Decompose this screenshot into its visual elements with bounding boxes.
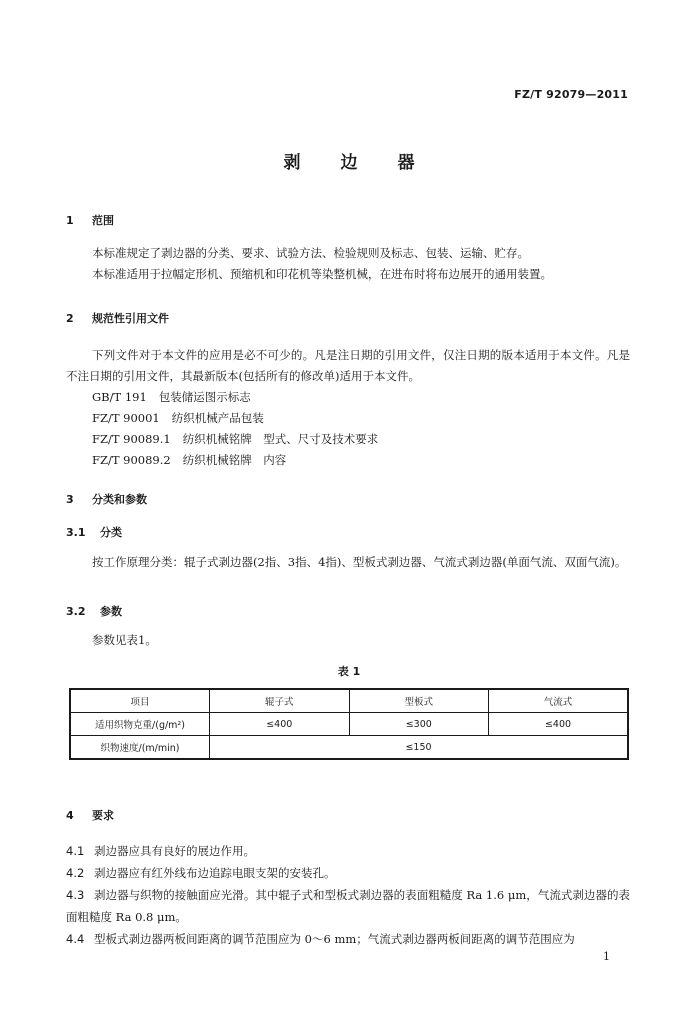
section-number: 2	[66, 312, 74, 325]
section-title: 规范性引用文件	[92, 312, 169, 325]
section-title: 分类和参数	[92, 493, 147, 506]
section-number: 3.1	[66, 526, 86, 539]
parameter-table	[69, 688, 629, 760]
requirement-text: 剥边器与织物的接触面应光滑。其中辊子式和型板式剥边器的表面粗糙度 Ra 1.6 μm，气流式剥边器的表面粗糙度 Ra 0.8 μm。	[66, 888, 630, 924]
table-cell: ≤150	[210, 736, 629, 760]
table-header-cell: 项目	[70, 689, 210, 713]
section-3-2-heading	[66, 603, 122, 619]
table-cell: 适用织物克重/(g/m²)	[70, 713, 210, 736]
reference-title: 纺织机械铭牌 型式、尺寸及技术要求	[182, 432, 379, 446]
section-3-heading	[66, 491, 147, 507]
section-1-paragraph-1: 本标准规定了剥边器的分类、要求、试验方法、检验规则及标志、包装、运输、贮存。	[92, 246, 529, 260]
table-cell: ≤400	[210, 713, 350, 736]
section-title: 分类	[100, 526, 122, 539]
page-number: 1	[603, 950, 610, 963]
table-header-cell: 气流式	[489, 689, 629, 713]
reference-title: 纺织机械产品包装	[171, 411, 264, 425]
reference-title: 纺织机械铭牌 内容	[182, 453, 287, 467]
requirement-text: 剥边器应有红外线布边追踪电眼支架的安装孔。	[94, 866, 336, 880]
table-cell: ≤300	[349, 713, 489, 736]
requirement-number: 4.2	[66, 866, 85, 880]
section-4-heading	[66, 807, 114, 823]
table-row	[70, 736, 628, 760]
table-header-cell: 辊子式	[210, 689, 350, 713]
table-row	[70, 713, 628, 736]
reference-title: 包装储运图示标志	[158, 390, 251, 404]
section-number: 3	[66, 493, 74, 506]
table-caption: 表 1	[337, 665, 361, 678]
document-title: 剥边器	[283, 153, 455, 173]
table-cell: 织物速度/(m/min)	[70, 736, 210, 760]
section-3-2-paragraph: 参数见表1。	[92, 633, 157, 647]
requirement-item	[66, 840, 630, 862]
table-cell: ≤400	[489, 713, 629, 736]
section-2-heading	[66, 310, 169, 326]
section-number: 3.2	[66, 605, 86, 618]
section-title: 参数	[100, 605, 122, 618]
document-code: FZ/T 92079—2011	[514, 88, 628, 101]
section-1-paragraph-2: 本标准适用于拉幅定形机、预缩机和印花机等染整机械，在进布时将布边展开的通用装置。	[92, 267, 552, 281]
reference-code: FZ/T 90089.1	[92, 432, 171, 446]
section-3-1-heading	[66, 524, 122, 540]
reference-code: FZ/T 90089.2	[92, 453, 171, 467]
section-3-1-paragraph: 按工作原理分类：辊子式剥边器(2指、3指、4指)、型板式剥边器、气流式剥边器(单面气流、双面气流)。	[92, 555, 627, 569]
requirement-item	[66, 884, 630, 928]
requirement-number: 4.4	[66, 932, 85, 946]
section-number: 1	[66, 214, 74, 227]
requirement-item	[66, 862, 630, 884]
requirement-number: 4.3	[66, 888, 85, 902]
section-number: 4	[66, 809, 74, 822]
section-title: 要求	[92, 809, 114, 822]
requirement-text: 型板式剥边器两板间距离的调节范围应为 0～6 mm；气流式剥边器两板间距离的调节范围应为	[94, 932, 575, 946]
requirement-item	[66, 928, 630, 950]
section-2-paragraph: 下列文件对于本文件的应用是必不可少的。凡是注日期的引用文件，仅注日期的版本适用于本文件。凡是不注日期的引用文件，其最新版本(包括所有的修改单)适用于本文件。	[66, 348, 630, 383]
reference-code: GB/T 191	[92, 390, 147, 404]
reference-item	[92, 410, 264, 426]
reference-item	[92, 431, 378, 447]
section-title: 范围	[92, 214, 114, 227]
reference-item	[92, 389, 251, 405]
requirement-number: 4.1	[66, 844, 85, 858]
section-1-heading	[66, 212, 114, 228]
reference-code: FZ/T 90001	[92, 411, 160, 425]
table-header-cell: 型板式	[349, 689, 489, 713]
requirement-text: 剥边器应具有良好的展边作用。	[94, 844, 255, 858]
reference-item	[92, 452, 286, 468]
table-header-row	[70, 689, 628, 713]
